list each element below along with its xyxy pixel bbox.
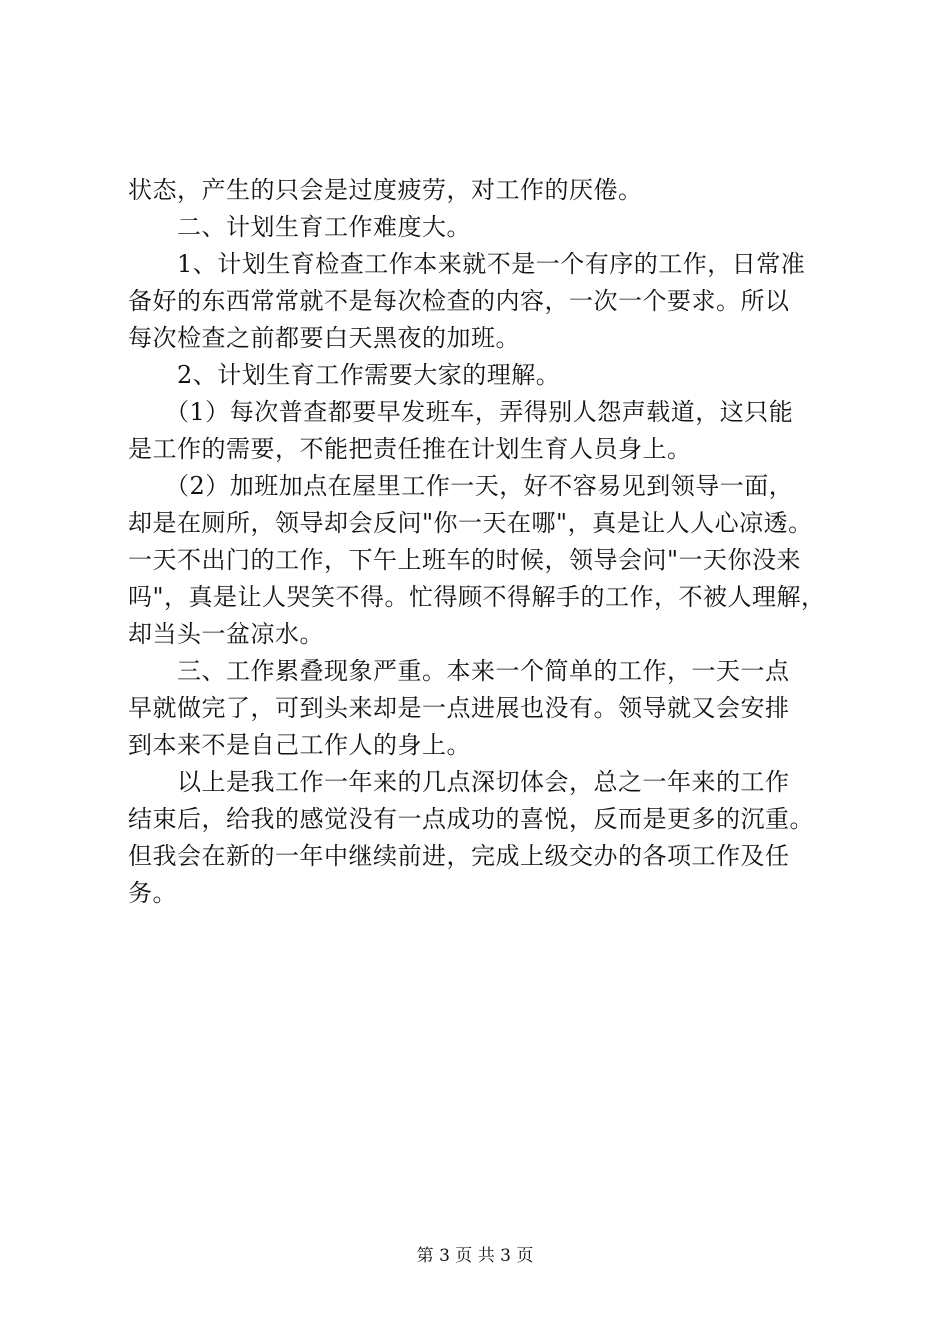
text-line: 2、计划生育工作需要大家的理解。 [128, 361, 561, 389]
text-line: 务。 [128, 879, 177, 907]
text-line: 每次检查之前都要白天黑夜的加班。 [128, 324, 520, 352]
text-line: 状态，产生的只会是过度疲劳，对工作的厌倦。 [128, 176, 643, 204]
text-line: 到本来不是自己工作人的身上。 [128, 731, 471, 759]
page-number-footer: 第 3 页 共 3 页 [416, 1246, 534, 1266]
text-line: 备好的东西常常就不是每次检查的内容，一次一个要求。所以 [128, 287, 790, 315]
text-line: 一天不出门的工作，下午上班车的时候，领导会问"一天你没来 [128, 546, 802, 574]
text-line: （1）每次普查都要早发班车，弄得别人怨声载道，这只能 [128, 398, 794, 426]
text-line: 却是在厕所，领导却会反问"你一天在哪"，真是让人人心凉透。 [128, 509, 813, 537]
text-line: 吗"，真是让人哭笑不得。忙得顾不得解手的工作，不被人理解， [128, 583, 826, 611]
text-line: 1、计划生育检查工作本来就不是一个有序的工作，日常准 [128, 250, 806, 278]
text-line: 是工作的需要，不能把责任推在计划生育人员身上。 [128, 435, 692, 463]
body-text [128, 172, 833, 912]
text-line: 早就做完了，可到头来却是一点进展也没有。领导就又会安排 [128, 694, 790, 722]
text-line: 但我会在新的一年中继续前进，完成上级交办的各项工作及任 [128, 842, 790, 870]
text-line: 二、计划生育工作难度大。 [128, 213, 471, 241]
text-line: 结束后，给我的感觉没有一点成功的喜悦，反而是更多的沉重。 [128, 805, 814, 833]
text-line: 三、工作累叠现象严重。本来一个简单的工作，一天一点 [128, 657, 790, 685]
text-line: 却当头一盆凉水。 [128, 620, 324, 648]
text-line: 以上是我工作一年来的几点深切体会，总之一年来的工作 [128, 768, 790, 796]
text-line: （2）加班加点在屋里工作一天，好不容易见到领导一面， [128, 472, 794, 500]
